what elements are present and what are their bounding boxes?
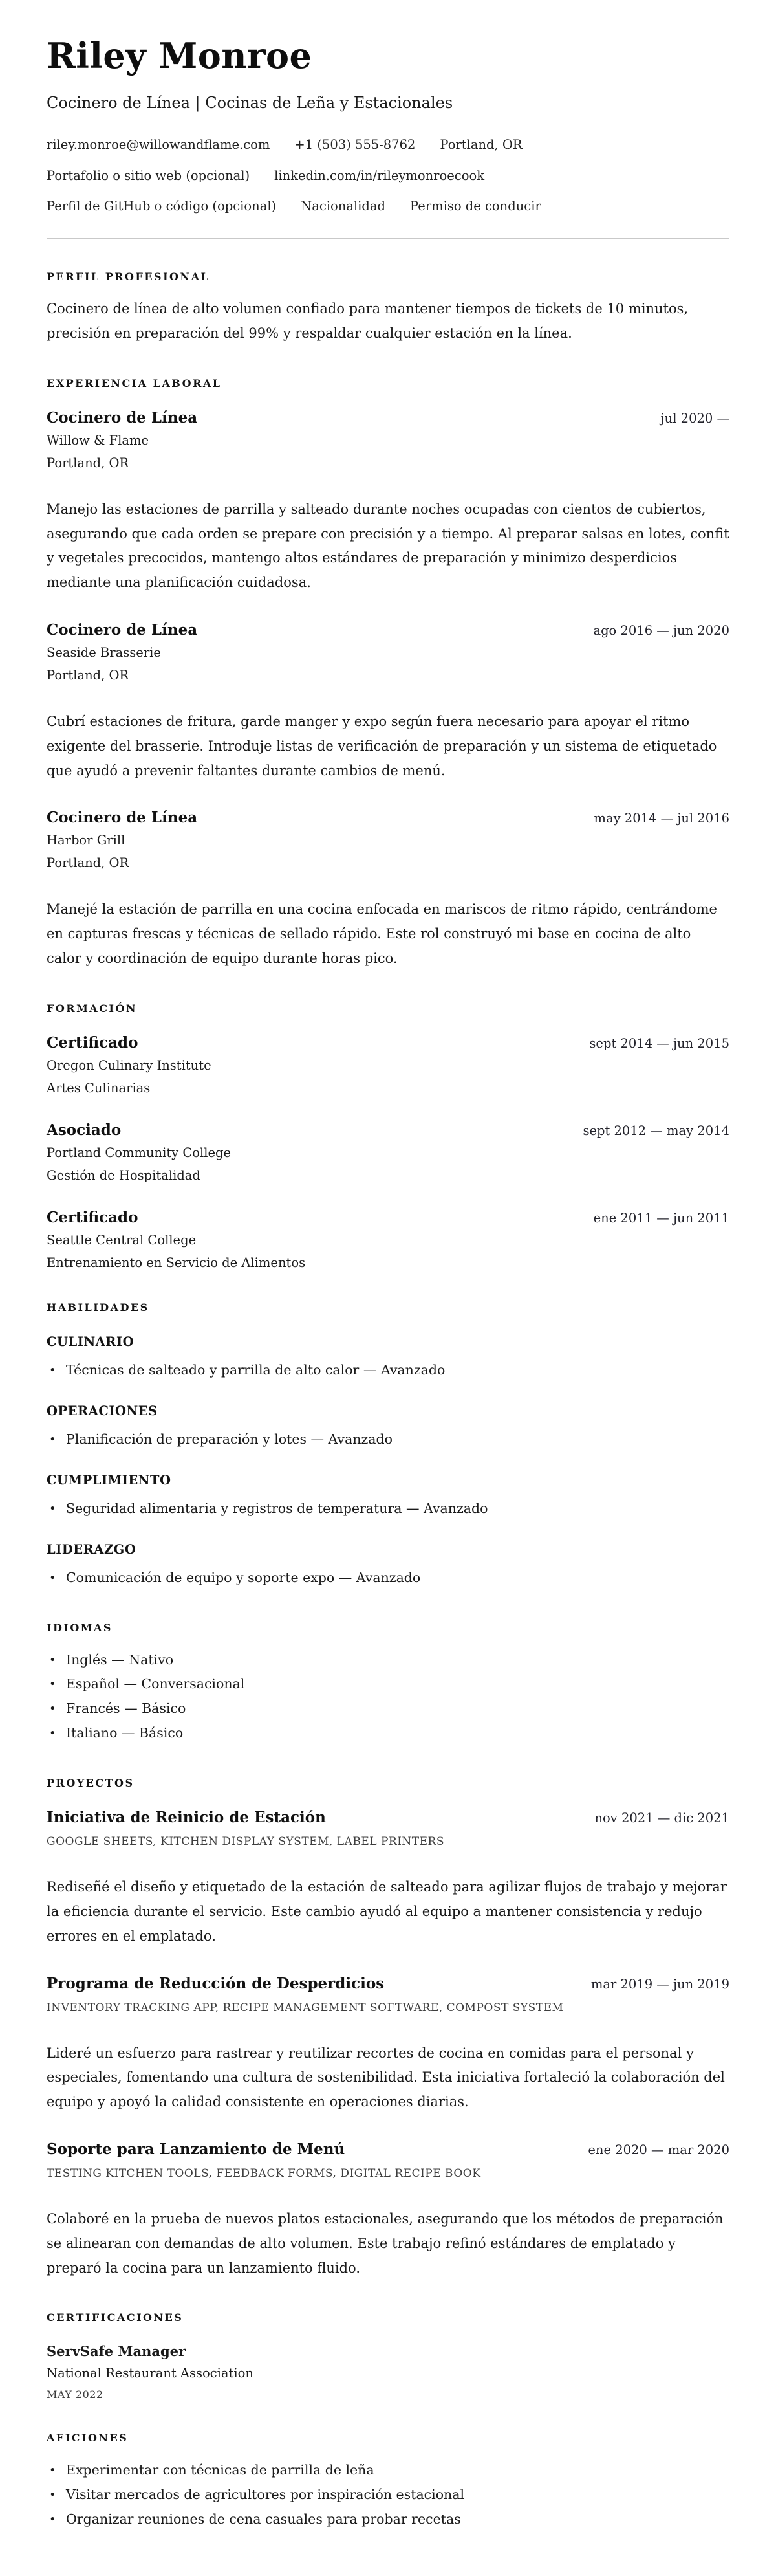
field-of-study: Artes Culinarias bbox=[47, 1080, 151, 1095]
contact-driving-license: Permiso de conducir bbox=[410, 198, 541, 214]
project-tools: TESTING KITCHEN TOOLS, FEEDBACK FORMS, DIGITAL RECIPE BOOK bbox=[47, 2167, 481, 2180]
section-certifications bbox=[47, 2311, 729, 2401]
contact-linkedin: linkedin.com/in/rileymonroecook bbox=[274, 168, 485, 183]
job-entry bbox=[47, 621, 729, 783]
project-tools: INVENTORY TRACKING APP, RECIPE MANAGEMENT SOFTWARE, COMPOST SYSTEM bbox=[47, 2001, 564, 2014]
skill-item: • Comunicación de equipo y soporte expo — Avanzado bbox=[47, 1566, 729, 1591]
project-tools: GOOGLE SHEETS, KITCHEN DISPLAY SYSTEM, LABEL PRINTERS bbox=[47, 1835, 444, 1849]
skill-group bbox=[47, 1542, 729, 1591]
hobby-item: • Experimentar con técnicas de parrilla de leña bbox=[47, 2458, 729, 2483]
language-list bbox=[47, 1648, 729, 1746]
job-location: Portland, OR bbox=[47, 668, 129, 683]
skill-item: • Planificación de preparación y lotes — Avanzado bbox=[47, 1427, 729, 1452]
job-company: Seaside Brasserie bbox=[47, 645, 161, 661]
candidate-headline: Cocinero de Línea | Cocinas de Leña y Estacionales bbox=[47, 93, 453, 112]
language-item: • Español — Conversacional bbox=[47, 1672, 729, 1697]
education-entry bbox=[47, 1209, 729, 1270]
project-entry bbox=[47, 2141, 729, 2280]
project-dates: ene 2020 — mar 2020 bbox=[588, 2142, 729, 2157]
job-entry-head bbox=[47, 621, 729, 639]
education-section-title: FORMACIÓN bbox=[47, 1002, 137, 1015]
job-description: Cubrí estaciones de fritura, garde manger y expo según fuera necesario para apoyar el ritmo exigente del brasserie. Introduje listas de verificación de preparación y un sistema de etiquetado que ayudó a prevenir faltantes durante cambios de menú. bbox=[47, 714, 717, 778]
hobby-item: • Visitar mercados de agricultores por inspiración estacional bbox=[47, 2483, 729, 2507]
project-dates: nov 2021 — dic 2021 bbox=[594, 1811, 729, 1826]
header-divider bbox=[47, 238, 729, 239]
project-name: Programa de Reducción de Desperdicios bbox=[47, 1974, 385, 1992]
profile-summary: Cocinero de línea de alto volumen confiado para mantener tiempos de tickets de 10 minutos, precisión en preparación del 99% y respaldar cualquier estación en la línea. bbox=[47, 301, 689, 342]
school-name: Oregon Culinary Institute bbox=[47, 1057, 211, 1073]
project-description: Colaboré en la prueba de nuevos platos estacionales, asegurando que los métodos de preparación se alinearan con demandas de alto volumen. Este trabajo refinó estándares de emplatado y preparó la cocina para un lanzamiento fluido. bbox=[47, 2211, 724, 2276]
field-of-study: Entrenamiento en Servicio de Alimentos bbox=[47, 1255, 306, 1270]
job-dates: may 2014 — jul 2016 bbox=[594, 811, 729, 826]
job-role: Cocinero de Línea bbox=[47, 621, 198, 639]
contact-location: Portland, OR bbox=[440, 137, 523, 153]
project-entry-head bbox=[47, 1809, 729, 1826]
education-dates: sept 2012 — may 2014 bbox=[583, 1123, 729, 1138]
job-role: Cocinero de Línea bbox=[47, 809, 198, 827]
project-dates: mar 2019 — jun 2019 bbox=[590, 1976, 729, 1992]
skill-category: CULINARIO bbox=[47, 1334, 135, 1349]
section-skills bbox=[47, 1301, 729, 1591]
project-entry-head bbox=[47, 1975, 729, 1992]
project-description: Rediseñé el diseño y etiquetado de la estación de salteado para agilizar flujos de trabajo y mejorar la eficiencia durante el servicio. Este cambio ayudó al equipo a mantener consistencia y redujo errores en el emplatado. bbox=[47, 1879, 727, 1944]
language-item: • Inglés — Nativo bbox=[47, 1648, 729, 1673]
section-profile bbox=[47, 270, 729, 346]
section-languages bbox=[47, 1622, 729, 1746]
projects-section-title: PROYECTOS bbox=[47, 1777, 135, 1790]
project-description: Lideré un esfuerzo para rastrear y reutilizar recortes de cocina en comidas para el personal y especiales, fomentando una cultura de sostenibilidad. Esta iniciativa fortaleció la colaboración del equipo y apoyó la calidad consistente en operaciones diarias. bbox=[47, 2045, 725, 2110]
job-role: Cocinero de Línea bbox=[47, 408, 198, 426]
skill-list bbox=[47, 1497, 729, 1521]
certification-issuer: National Restaurant Association bbox=[47, 2366, 253, 2381]
hobby-list bbox=[47, 2458, 729, 2532]
skill-group bbox=[47, 1404, 729, 1452]
skill-group bbox=[47, 1473, 729, 1521]
job-description: Manejé la estación de parrilla en una cocina enfocada en mariscos de ritmo rápido, centrándome en capturas frescas y técnicas de sellado rápido. Este rol construyó mi base en cocina de alto calor y coordinación de equipo durante horas pico. bbox=[47, 901, 717, 967]
language-item: • Italiano — Básico bbox=[47, 1721, 729, 1746]
degree-title: Certificado bbox=[47, 1208, 138, 1226]
project-name: Soporte para Lanzamiento de Menú bbox=[47, 2141, 345, 2158]
job-dates: jul 2020 — bbox=[660, 410, 729, 426]
job-entry-head bbox=[47, 809, 729, 826]
certification-entry bbox=[47, 2343, 729, 2401]
resume-header bbox=[47, 35, 729, 239]
languages-section-title: IDIOMAS bbox=[47, 1621, 113, 1634]
skills-section-title: HABILIDADES bbox=[47, 1301, 149, 1314]
contact-row-primary bbox=[47, 136, 729, 153]
skill-list bbox=[47, 1358, 729, 1383]
job-dates: ago 2016 — jun 2020 bbox=[593, 623, 729, 639]
education-entry bbox=[47, 1034, 729, 1095]
skill-list bbox=[47, 1566, 729, 1591]
contact-row-links bbox=[47, 167, 729, 184]
job-entry bbox=[47, 409, 729, 595]
certifications-section-title: CERTIFICACIONES bbox=[47, 2311, 184, 2324]
job-location: Portland, OR bbox=[47, 455, 129, 470]
skill-category: OPERACIONES bbox=[47, 1403, 158, 1418]
job-location: Portland, OR bbox=[47, 855, 129, 871]
hobbies-section-title: AFICIONES bbox=[47, 2432, 129, 2445]
skill-item: • Técnicas de salteado y parrilla de alto calor — Avanzado bbox=[47, 1358, 729, 1383]
education-entry-head bbox=[47, 1209, 729, 1226]
certification-name: ServSafe Manager bbox=[47, 2343, 186, 2360]
section-projects bbox=[47, 1777, 729, 2280]
school-name: Seattle Central College bbox=[47, 1232, 197, 1248]
contact-row-extra bbox=[47, 197, 729, 215]
field-of-study: Gestión de Hospitalidad bbox=[47, 1167, 200, 1183]
project-entry bbox=[47, 1809, 729, 1948]
contact-email: riley.monroe@willowandflame.com bbox=[47, 137, 270, 153]
job-company: Willow & Flame bbox=[47, 432, 149, 448]
section-experience bbox=[47, 377, 729, 971]
skill-group bbox=[47, 1334, 729, 1383]
project-name: Iniciativa de Reinicio de Estación bbox=[47, 1809, 326, 1827]
language-item: • Francés — Básico bbox=[47, 1697, 729, 1721]
section-education bbox=[47, 1002, 729, 1270]
skill-list bbox=[47, 1427, 729, 1452]
section-hobbies bbox=[47, 2432, 729, 2532]
job-entry-head bbox=[47, 409, 729, 426]
skill-category: CUMPLIMIENTO bbox=[47, 1472, 171, 1488]
skill-item: • Seguridad alimentaria y registros de temperatura — Avanzado bbox=[47, 1497, 729, 1521]
education-dates: sept 2014 — jun 2015 bbox=[589, 1035, 729, 1051]
contact-phone: +1 (503) 555-8762 bbox=[294, 137, 416, 153]
skill-category: LIDERAZGO bbox=[47, 1541, 136, 1557]
education-entry bbox=[47, 1121, 729, 1183]
education-dates: ene 2011 — jun 2011 bbox=[593, 1210, 729, 1226]
candidate-name: Riley Monroe bbox=[47, 35, 312, 76]
education-entry-head bbox=[47, 1034, 729, 1051]
certification-date: MAY 2022 bbox=[47, 2388, 103, 2401]
project-entry-head bbox=[47, 2141, 729, 2158]
school-name: Portland Community College bbox=[47, 1145, 232, 1160]
education-entry-head bbox=[47, 1121, 729, 1139]
contact-github: Perfil de GitHub o código (opcional) bbox=[47, 198, 277, 214]
job-description: Manejo las estaciones de parrilla y salteado durante noches ocupadas con cientos de cubiertos, asegurando que cada orden se prepare con precisión y a tiempo. Al preparar salsas en lotes, confit y vegetales precocidos, mantengo altos estándares de preparación y minimizo desperdicios mediante una planificación cuidadosa. bbox=[47, 501, 729, 591]
job-entry bbox=[47, 809, 729, 971]
hobby-item: • Organizar reuniones de cena casuales para probar recetas bbox=[47, 2507, 729, 2532]
project-entry bbox=[47, 1975, 729, 2115]
profile-section-title: PERFIL PROFESIONAL bbox=[47, 270, 210, 283]
degree-title: Certificado bbox=[47, 1033, 138, 1051]
experience-section-title: EXPERIENCIA LABORAL bbox=[47, 377, 222, 390]
degree-title: Asociado bbox=[47, 1121, 122, 1139]
contact-portfolio: Portafolio o sitio web (opcional) bbox=[47, 168, 250, 183]
job-company: Harbor Grill bbox=[47, 833, 125, 848]
contact-nationality: Nacionalidad bbox=[301, 198, 386, 214]
